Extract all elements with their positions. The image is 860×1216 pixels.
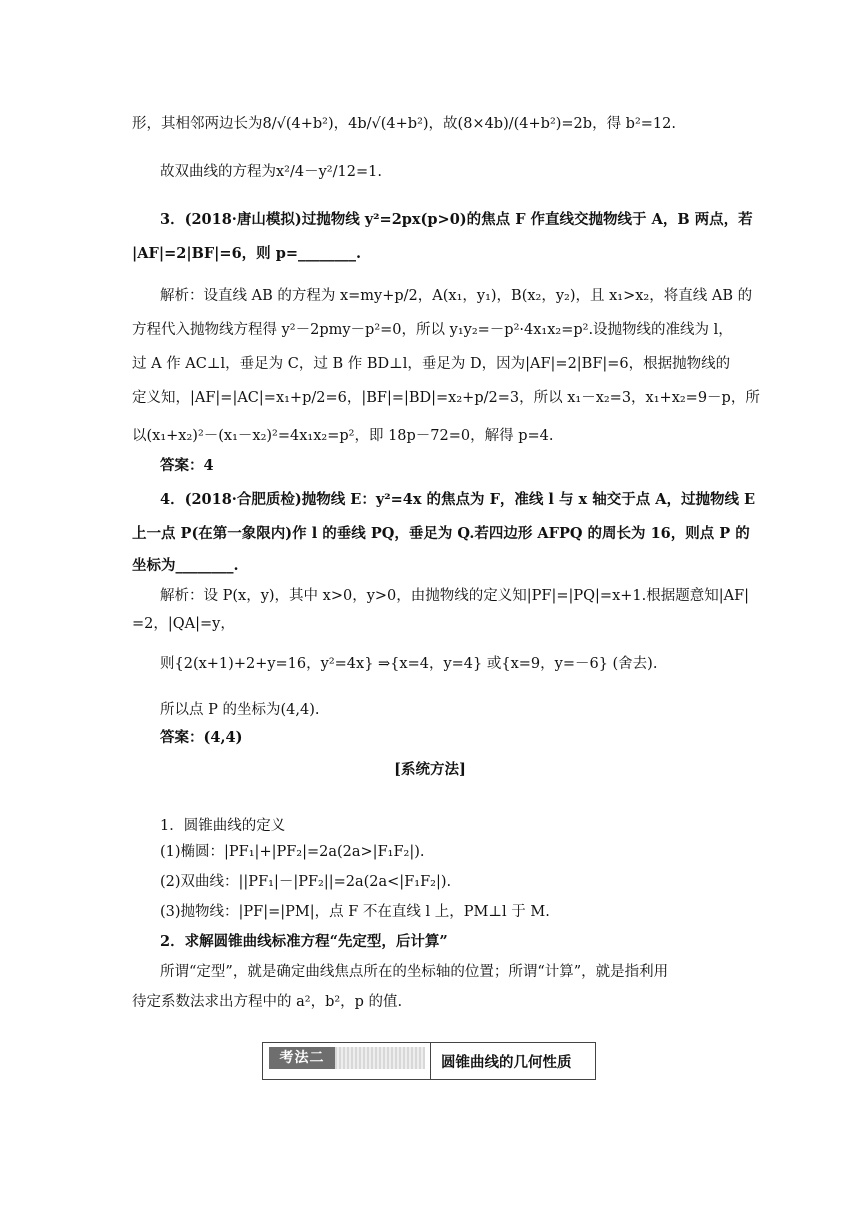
answer-line: 答案：4 [160, 457, 214, 474]
topic-banner [262, 1042, 596, 1080]
topic-title: 圆锥曲线的几何性质 [441, 1054, 572, 1071]
problem-4-line-2: 上一点 P(在第一象限内)作 l 的垂线 PQ，垂足为 Q.若四边形 AFPQ 的周长为 16，则点 P 的 [132, 525, 750, 542]
method-paragraph: 所谓“定型”，就是确定曲线焦点所在的坐标轴的位置；所谓“计算”，就是指利用 [160, 964, 669, 980]
equation-system-line: 则{2(x+1)+2+y=16，y²=4x} ⇒{x=4，y=4} 或{x=9，y=－6} (舍去). [160, 656, 658, 672]
solution-line: 解析：设 P(x，y)，其中 x>0，y>0，由抛物线的定义知|PF|=|PQ|=x+1.根据题意知|AF| [160, 588, 750, 604]
topic-tag-area [263, 1043, 431, 1079]
answer-line: 答案：(4,4) [160, 729, 243, 746]
section-heading: [系统方法] [394, 761, 466, 778]
solution-line: =2，|QA|=y， [132, 616, 235, 632]
decorative-stripe [335, 1047, 425, 1069]
method-item: (3)抛物线：|PF|=|PM|，点 F 不在直线 l 上，PM⊥l 于 M. [160, 904, 550, 920]
solution-line: 过 A 作 AC⊥l，垂足为 C，过 B 作 BD⊥l，垂足为 D，因为|AF|=2|BF|=6，根据抛物线的 [132, 356, 731, 372]
method-item: (1)椭圆：|PF₁|+|PF₂|=2a(2a>|F₁F₂|). [160, 844, 425, 860]
solution-line: 以(x₁+x₂)²－(x₁－x₂)²=4x₁x₂=p²，即 18p－72=0，解得 p=4. [132, 428, 554, 444]
problem-3-line-2: |AF|=2|BF|=6，则 p=________. [132, 245, 362, 262]
method-item: 1．圆锥曲线的定义 [160, 818, 286, 834]
solution-line: 解析：设直线 AB 的方程为 x=my+p/2，A(x₁，y₁)，B(x₂，y₂)，且 x₁>x₂，将直线 AB 的 [160, 288, 753, 304]
method-paragraph: 待定系数法求出方程中的 a²，b²，p 的值. [132, 994, 403, 1010]
solution-line: 所以点 P 的坐标为(4,4). [160, 702, 320, 718]
method-item: 2．求解圆锥曲线标准方程“先定型，后计算” [160, 933, 448, 950]
text-line: 形，其相邻两边长为8/√(4+b²)，4b/√(4+b²)，故(8×4b)/(4+b²)=2b，得 b²=12. [132, 116, 676, 132]
problem-3-line-1: 3．(2018·唐山模拟)过抛物线 y²=2px(p>0)的焦点 F 作直线交抛物线于 A，B 两点，若 [160, 211, 753, 228]
topic-tag: 考法二 [269, 1047, 335, 1069]
text-line: 故双曲线的方程为x²/4－y²/12=1. [160, 164, 382, 180]
solution-line: 方程代入抛物线方程得 y²－2pmy－p²=0，所以 y₁y₂=－p²·4x₁x₂=p².设抛物线的准线为 l， [132, 322, 733, 338]
solution-line: 定义知，|AF|=|AC|=x₁+p/2=6，|BF|=|BD|=x₂+p/2=3，所以 x₁－x₂=3，x₁+x₂=9－p，所 [132, 390, 760, 406]
method-item: (2)双曲线：||PF₁|－|PF₂||=2a(2a<|F₁F₂|). [160, 874, 452, 890]
problem-4-line-1: 4．(2018·合肥质检)抛物线 E：y²=4x 的焦点为 F，准线 l 与 x 轴交于点 A，过抛物线 E [160, 491, 756, 508]
problem-4-line-3: 坐标为________. [132, 557, 239, 574]
